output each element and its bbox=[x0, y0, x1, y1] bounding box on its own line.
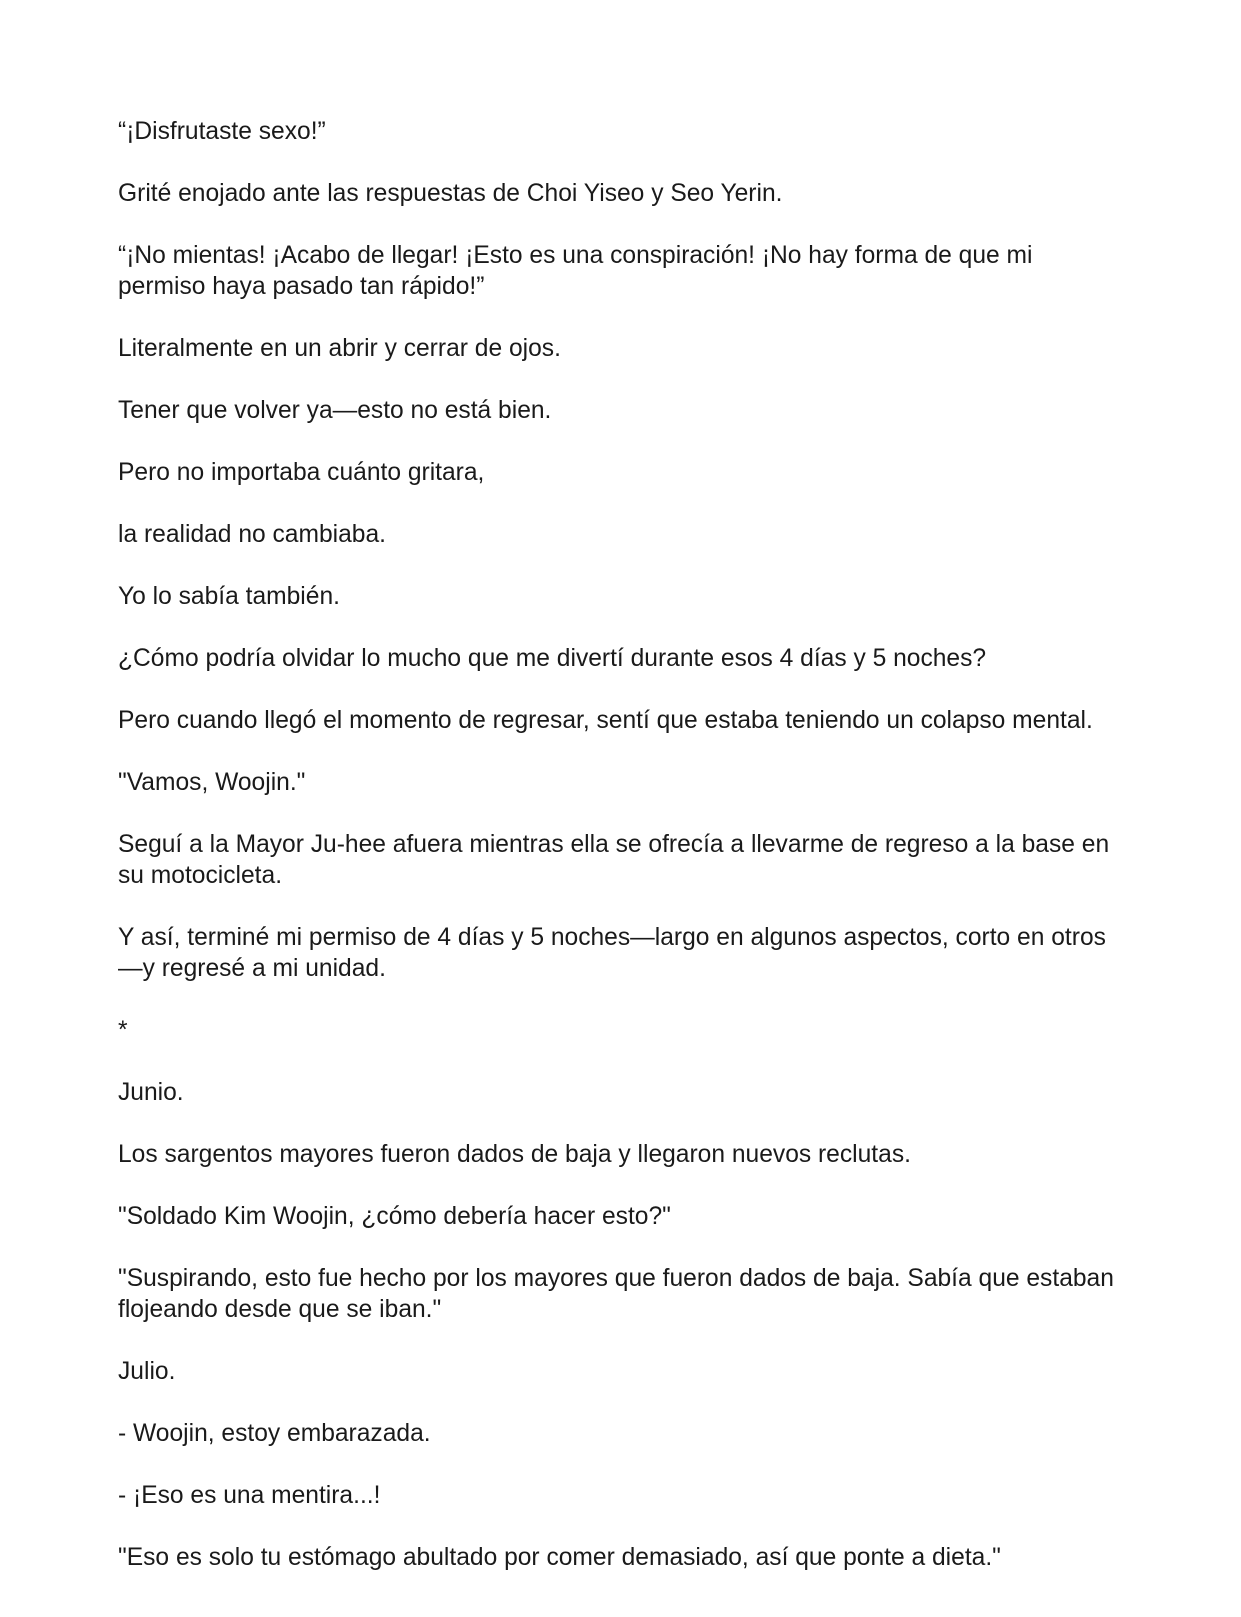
paragraph: Y así, terminé mi permiso de 4 días y 5 noches—largo en algunos aspectos, corto en otros—y regresé a mi unidad. bbox=[118, 924, 1106, 982]
paragraph: Pero cuando llegó el momento de regresar, sentí que estaba teniendo un colapso mental. bbox=[118, 707, 1093, 734]
paragraph: Los sargentos mayores fueron dados de baja y llegaron nuevos reclutas. bbox=[118, 1141, 911, 1168]
paragraph: - ¡Eso es una mentira...! bbox=[118, 1482, 381, 1509]
paragraph: - Woojin, estoy embarazada. bbox=[118, 1420, 431, 1447]
paragraph: ¿Cómo podría olvidar lo mucho que me divertí durante esos 4 días y 5 noches? bbox=[118, 645, 987, 672]
paragraph: "Eso es solo tu estómago abultado por comer demasiado, así que ponte a dieta." bbox=[118, 1544, 1001, 1571]
paragraph: la realidad no cambiaba. bbox=[118, 521, 386, 548]
paragraph: Julio. bbox=[118, 1358, 176, 1385]
paragraph: Grité enojado ante las respuestas de Choi Yiseo y Seo Yerin. bbox=[118, 180, 783, 207]
paragraph: “¡Disfrutaste sexo!” bbox=[118, 118, 326, 145]
paragraph: Seguí a la Mayor Ju-hee afuera mientras ella se ofrecía a llevarme de regreso a la base en su motocicleta. bbox=[118, 831, 1110, 889]
paragraph: "Vamos, Woojin." bbox=[118, 769, 306, 796]
paragraph: "Suspirando, esto fue hecho por los mayores que fueron dados de baja. Sabía que estaban flojeando desde que se iban." bbox=[118, 1265, 1114, 1323]
paragraph: Junio. bbox=[118, 1079, 184, 1106]
scene-break: * bbox=[118, 1017, 128, 1044]
paragraph: Tener que volver ya—esto no está bien. bbox=[118, 397, 552, 424]
paragraph: Yo lo sabía también. bbox=[118, 583, 340, 610]
paragraph: “¡No mientas! ¡Acabo de llegar! ¡Esto es una conspiración! ¡No hay forma de que mi permiso haya pasado tan rápido!” bbox=[118, 242, 1033, 300]
paragraph: Pero no importaba cuánto gritara, bbox=[118, 459, 485, 486]
paragraph: "Soldado Kim Woojin, ¿cómo debería hacer esto?" bbox=[118, 1203, 671, 1230]
paragraph: Literalmente en un abrir y cerrar de ojos. bbox=[118, 335, 561, 362]
document-body bbox=[118, 116, 1118, 1604]
